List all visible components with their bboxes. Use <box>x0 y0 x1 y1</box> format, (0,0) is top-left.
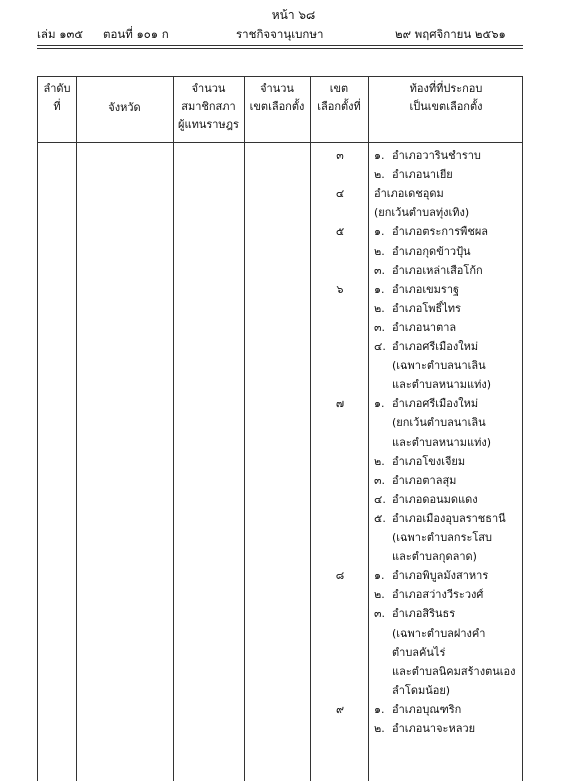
area-entry <box>392 433 491 452</box>
header-zone-number <box>310 80 368 116</box>
entry-number: ๕. <box>374 511 386 525</box>
entry-number: ๒. <box>374 722 385 735</box>
entry-number: ๑. <box>374 702 385 716</box>
header-zone-number-line: เลือกตั้งที่ <box>317 100 361 113</box>
area-entry <box>374 394 478 413</box>
entry-text: อำเภอตระการพืชผล <box>392 225 489 239</box>
entry-text: อำเภอดอนมดแดง <box>392 492 478 506</box>
area-entry <box>374 566 488 585</box>
entry-text: อำเภอกุดข้าวปุ้น <box>392 244 471 258</box>
entry-text: อำเภอเขมราฐ <box>392 282 460 296</box>
area-entry <box>392 413 486 432</box>
area-entry <box>374 242 471 261</box>
header-mp-line: สมาชิกสภา <box>181 100 236 113</box>
entry-text: อำเภอบุณฑริก <box>392 702 462 716</box>
entry-text: ตำบลคันไร่ <box>392 645 446 659</box>
entry-text: และตำบลกุดลาด) <box>392 550 477 564</box>
area-entry <box>374 318 456 337</box>
header-rule-bottom <box>37 48 523 49</box>
entry-number: ๒. <box>374 244 385 258</box>
area-entry <box>374 299 461 318</box>
entry-number: ๔. <box>374 492 386 506</box>
header-zone-number-line: เขต <box>329 82 349 95</box>
area-entry <box>392 375 491 394</box>
entry-text: อำเภอโพธิ์ไทร <box>392 301 461 315</box>
entry-text: อำเภอนาเยีย <box>392 168 453 182</box>
entry-text: (เฉพาะตำบลนาเลิน <box>392 359 486 373</box>
entry-text: (ยกเว้นตำบลนาเลิน <box>392 416 486 430</box>
header-zone-count-line: เขตเลือกตั้ง <box>249 100 305 113</box>
constituency-table <box>37 76 523 781</box>
area-entry <box>374 490 478 509</box>
header-order-line: ลำดับ <box>43 82 71 95</box>
header-order <box>38 80 76 116</box>
entry-text: (เฉพาะตำบลฝางคำ <box>392 626 486 640</box>
area-entry <box>374 165 453 184</box>
entry-number: ๑. <box>374 282 385 296</box>
header-order-line: ที่ <box>53 100 61 113</box>
area-entry <box>374 184 444 203</box>
area-entry <box>374 509 506 528</box>
entry-number: ๓. <box>374 473 386 487</box>
area-entry <box>374 700 461 719</box>
entry-text: อำเภอเมืองอุบลราชธานี <box>392 511 506 525</box>
entry-text: อำเภอศรีเมืองใหม่ <box>392 340 479 353</box>
area-entry <box>374 719 475 738</box>
zone-number: ๘ <box>335 569 345 583</box>
entry-text: (เฉพาะตำบลกระโสบ <box>392 531 493 544</box>
column-divider <box>310 77 311 781</box>
zone-number: ๓ <box>336 149 344 162</box>
header-row-divider <box>38 142 522 143</box>
area-entry <box>392 547 477 566</box>
volume-label: เล่ม ๑๓๕ <box>37 27 84 41</box>
entry-text: อำเภอวารินชำราบ <box>392 149 481 162</box>
area-entry <box>392 528 492 547</box>
entry-number: ๓. <box>374 320 386 334</box>
entry-number: ๑. <box>374 225 385 239</box>
entry-number: ๔. <box>374 340 386 353</box>
column-divider <box>368 77 369 781</box>
entry-text: อำเภอเหล่าเสือโก้ก <box>392 263 483 277</box>
entry-text: อำเภอศรีเมืองใหม่ <box>392 397 479 411</box>
entry-number: ๑. <box>374 397 385 411</box>
header-mp-line: จำนวน <box>191 82 226 95</box>
area-entry <box>374 585 483 604</box>
header-area <box>368 80 524 116</box>
entry-number: ๓. <box>374 607 386 621</box>
area-entry <box>392 624 485 643</box>
area-entry <box>392 662 515 681</box>
zone-number: ๔ <box>335 187 345 201</box>
section-label: ตอนที่ ๑๐๑ ก <box>103 27 169 41</box>
entry-number: ๒. <box>374 301 385 315</box>
entry-text: อำเภอโขงเจียม <box>392 454 466 468</box>
zone-number: ๗ <box>335 397 345 411</box>
zone-number: ๖ <box>336 282 344 296</box>
entry-text: อำเภอนาตาล <box>392 320 457 334</box>
entry-number: ๒. <box>374 588 385 602</box>
entry-text: อำเภอพิบูลมังสาหาร <box>392 569 489 583</box>
area-entry <box>374 337 478 356</box>
zone-number: ๕ <box>335 225 345 239</box>
area-entry <box>374 452 465 471</box>
entry-text: อำเภอสว่างวีระวงศ์ <box>392 588 484 602</box>
gazette-title: ราชกิจจานุเบกษา <box>236 27 324 41</box>
column-divider <box>76 77 77 781</box>
entry-text: อำเภอนาจะหลวย <box>392 722 476 735</box>
column-divider <box>244 77 245 781</box>
header-area-line: ท้องที่ที่ประกอบ <box>409 82 483 95</box>
header-zone-count-line: จำนวน <box>260 82 294 95</box>
entry-text: ลำโดมน้อย) <box>392 683 451 697</box>
entry-number: ๒. <box>374 168 385 182</box>
entry-number: ๒. <box>374 454 385 468</box>
entry-number: ๓. <box>374 263 386 277</box>
entry-text: และตำบลหนามแท่ง) <box>392 435 491 449</box>
entry-text: (ยกเว้นตำบลทุ่งเทิง) <box>374 206 470 220</box>
area-entry <box>374 471 456 490</box>
header-province-line: จังหวัด <box>108 101 141 114</box>
area-entry <box>374 604 455 623</box>
header-area-line: เป็นเขตเลือกตั้ง <box>409 100 483 113</box>
header-province <box>76 99 173 117</box>
entry-text: อำเภอตาลสุม <box>392 473 457 487</box>
header-mp-line: ผู้แทนราษฎร <box>178 118 239 131</box>
entry-text: อำเภอสิรินธร <box>392 607 456 621</box>
header-mp-count <box>173 80 244 134</box>
issue-date: ๒๙ พฤศจิกายน ๒๕๖๑ <box>395 27 506 41</box>
area-entry <box>392 356 486 375</box>
entry-number: ๑. <box>374 149 385 162</box>
area-entry <box>392 681 450 700</box>
entry-number: ๑. <box>374 569 385 583</box>
area-entry <box>392 643 445 662</box>
area-entry <box>374 280 459 299</box>
area-entry <box>374 222 488 241</box>
entry-text: และตำบลหนามแท่ง) <box>392 378 491 392</box>
page-number: หน้า ๖๘ <box>271 8 316 22</box>
area-entry <box>374 146 481 165</box>
area-entry <box>374 203 469 222</box>
zone-number: ๙ <box>335 702 345 716</box>
column-divider <box>173 77 174 781</box>
entry-text: อำเภอเดชอุดม <box>374 187 444 201</box>
header-rule-top <box>37 45 523 46</box>
entry-text: และตำบลนิคมสร้างตนเอง <box>392 664 516 678</box>
header-zone-count <box>244 80 310 116</box>
area-entry <box>374 261 483 280</box>
